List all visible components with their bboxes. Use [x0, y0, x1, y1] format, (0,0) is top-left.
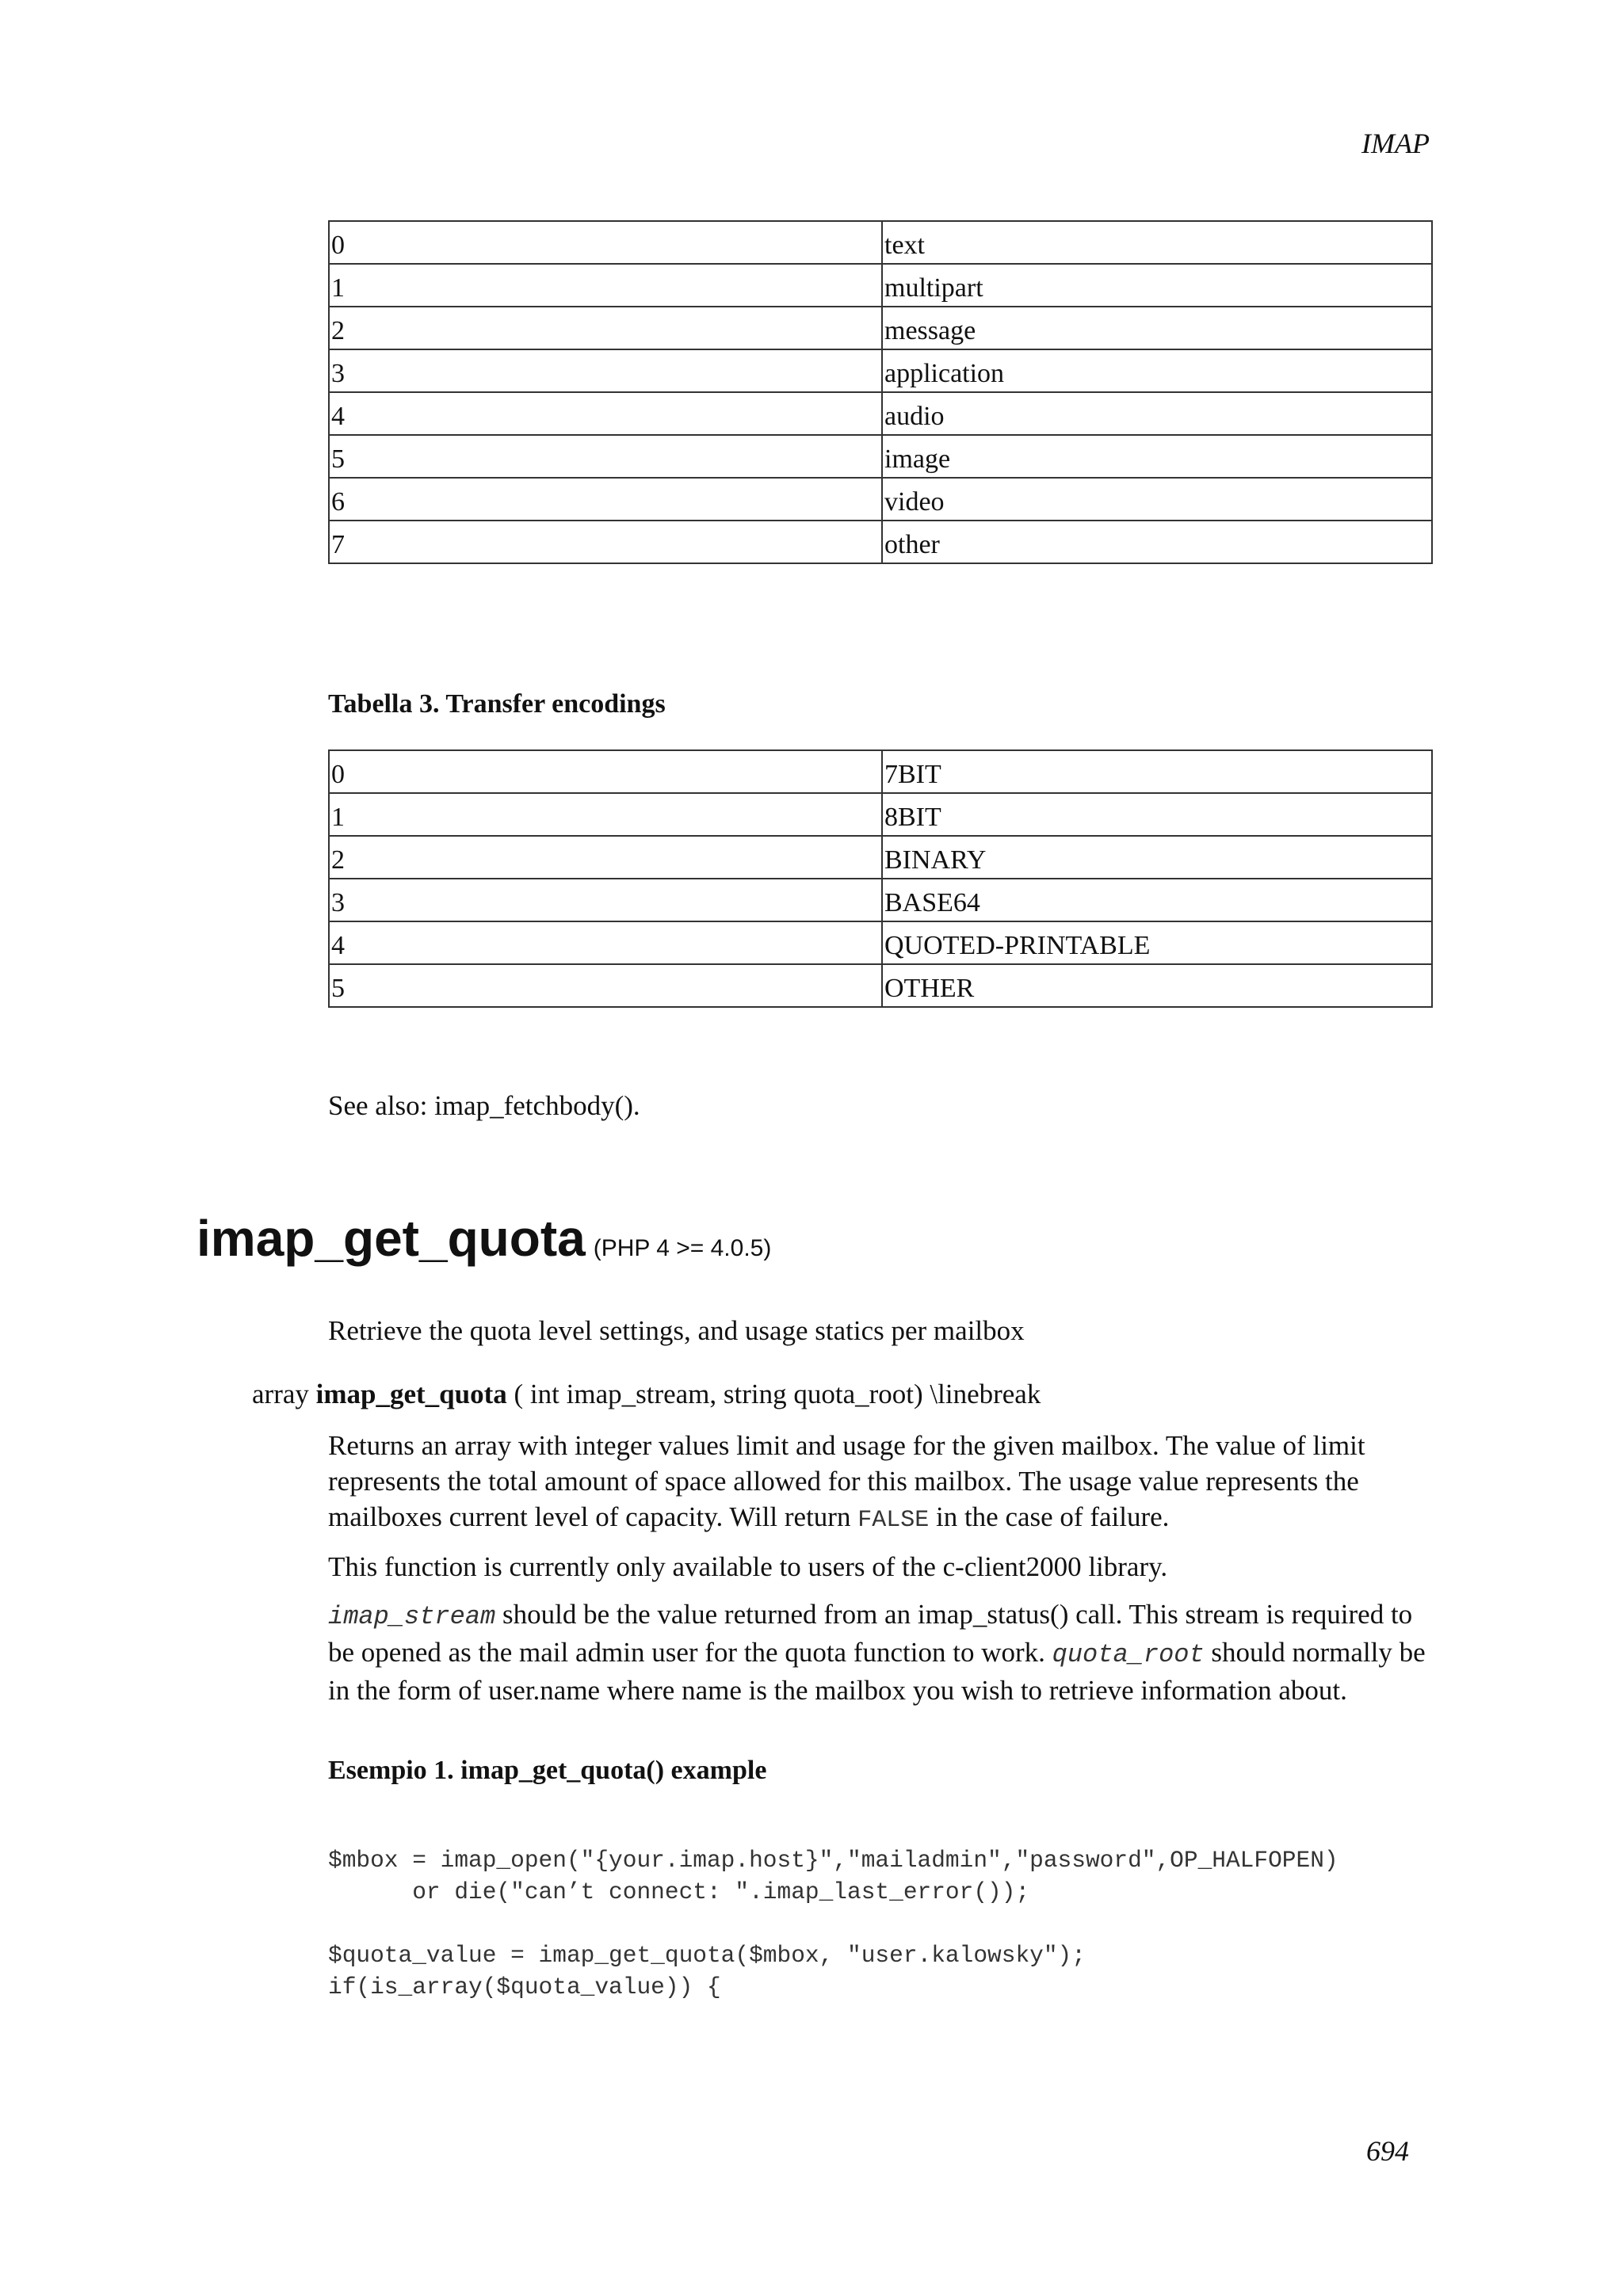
encoding-row — [329, 964, 1432, 1007]
encoding-code-cell: 1 — [329, 793, 882, 836]
desc-p3-text-1: should be the value returned from an imap_status() call. This stream is required to be opened as the mail admin user for the quota function to work. — [328, 1599, 1413, 1668]
encoding-code-cell: 2 — [329, 836, 882, 879]
content-type-label-cell: text — [882, 221, 1432, 264]
content-type-code-cell: 1 — [329, 264, 882, 307]
param-imap-stream: imap_stream — [328, 1602, 496, 1631]
see-also-text: See also: imap_fetchbody(). — [328, 1090, 640, 1121]
page-number: 694 — [1366, 2135, 1409, 2167]
encoding-label-cell: OTHER — [882, 964, 1432, 1007]
example-title: Esempio 1. imap_get_quota() example — [328, 1756, 767, 1785]
description-paragraph-1 — [328, 1428, 1438, 1539]
code-example: $mbox = imap_open("{your.imap.host}","mailadmin","password",OP_HALFOPEN) or die("can’t connect: ".imap_last_error()); $quota_value = imap_get_quota($mbox, "user.kalowsky"); if(is_array($quota_value)) { — [328, 1847, 1338, 2000]
encoding-row — [329, 921, 1432, 964]
content-type-code-cell: 7 — [329, 521, 882, 563]
content-type-label-cell: other — [882, 521, 1432, 563]
desc-p1-before: Returns an array with integer values limit and usage for the given mailbox. The value of limit represents the total amount of space allowed for this mailbox. The usage value represents the mailboxes current level of capacity. Will return — [328, 1430, 1365, 1532]
content-type-label-cell: video — [882, 478, 1432, 521]
table-caption: Tabella 3. Transfer encodings — [328, 689, 666, 719]
transfer-encodings-table — [328, 749, 1433, 1008]
function-purpose: Retrieve the quota level settings, and usage statics per mailbox — [328, 1315, 1025, 1346]
encoding-label-cell: BASE64 — [882, 879, 1432, 921]
content-type-code-cell: 6 — [329, 478, 882, 521]
content-type-label-cell: application — [882, 349, 1432, 392]
content-type-row — [329, 221, 1432, 264]
encoding-code-cell: 4 — [329, 921, 882, 964]
content-types-table-body — [329, 221, 1432, 563]
false-constant: FALSE — [857, 1507, 930, 1534]
encoding-code-cell: 3 — [329, 879, 882, 921]
encoding-label-cell: 7BIT — [882, 750, 1432, 793]
content-type-row — [329, 264, 1432, 307]
encoding-row — [329, 879, 1432, 921]
function-heading — [197, 1209, 771, 1268]
content-type-row — [329, 307, 1432, 349]
synopsis-params: ( int imap_stream, string quota_root) \linebreak — [514, 1379, 1041, 1409]
function-name: imap_get_quota — [197, 1210, 586, 1267]
encoding-code-cell: 0 — [329, 750, 882, 793]
desc-p1-after: in the case of failure. — [929, 1501, 1170, 1532]
content-type-row — [329, 349, 1432, 392]
param-quota-root: quota_root — [1052, 1640, 1205, 1669]
synopsis-function-name: imap_get_quota — [315, 1379, 507, 1409]
description-paragraph-3 — [328, 1596, 1438, 1708]
content-type-label-cell: message — [882, 307, 1432, 349]
desc-p3-text-2: should normally be in the form of user.name where name is the mailbox you wish to retrieve information about. — [328, 1637, 1426, 1706]
content-type-code-cell: 2 — [329, 307, 882, 349]
encoding-row — [329, 836, 1432, 879]
content-type-code-cell: 5 — [329, 435, 882, 478]
content-type-code-cell: 4 — [329, 392, 882, 435]
encoding-row — [329, 793, 1432, 836]
content-type-row — [329, 521, 1432, 563]
encoding-label-cell: QUOTED-PRINTABLE — [882, 921, 1432, 964]
content-type-row — [329, 435, 1432, 478]
content-type-label-cell: audio — [882, 392, 1432, 435]
page-header: IMAP — [1361, 128, 1430, 159]
function-synopsis — [252, 1379, 1041, 1410]
encoding-label-cell: BINARY — [882, 836, 1432, 879]
content-type-code-cell: 0 — [329, 221, 882, 264]
content-type-code-cell: 3 — [329, 349, 882, 392]
encoding-code-cell: 5 — [329, 964, 882, 1007]
encoding-label-cell: 8BIT — [882, 793, 1432, 836]
description-paragraph-2: This function is currently only available to users of the c-client2000 library. — [328, 1551, 1168, 1582]
content-types-table — [328, 220, 1433, 564]
content-type-label-cell: image — [882, 435, 1432, 478]
content-type-row — [329, 478, 1432, 521]
return-type: array — [252, 1379, 309, 1409]
transfer-encodings-table-body — [329, 750, 1432, 1007]
content-type-row — [329, 392, 1432, 435]
content-type-label-cell: multipart — [882, 264, 1432, 307]
encoding-row — [329, 750, 1432, 793]
php-version: (PHP 4 >= 4.0.5) — [593, 1235, 772, 1261]
